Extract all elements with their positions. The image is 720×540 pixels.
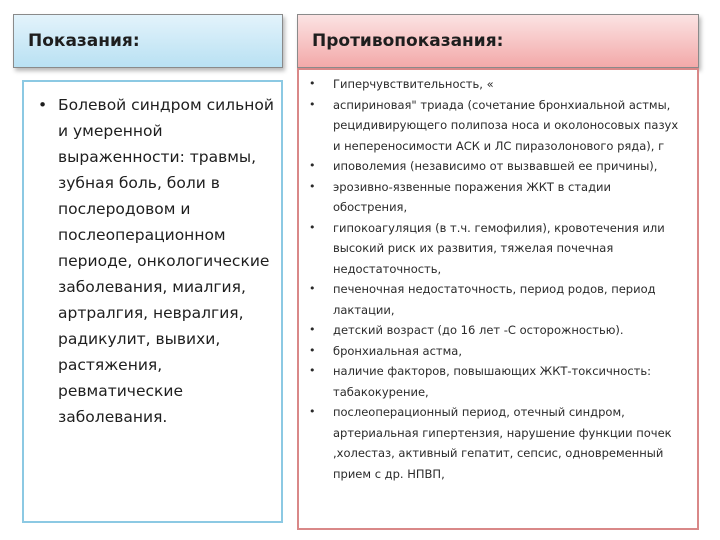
indications-box xyxy=(22,80,283,523)
contraindication-text: детский возраст (до 16 лет -С осторожностью). xyxy=(333,323,624,337)
contraindication-text: бронхиальная астма, xyxy=(333,343,462,358)
contraindication-item xyxy=(303,95,687,157)
contraindications-header xyxy=(297,14,699,68)
contraindications-title: Противопоказания: xyxy=(312,31,504,51)
indication-text: Болевой синдром сильной и умеренной выраженности: травмы, зубная боль, боли в послеродовом и послеоперационном периоде, онкологические заболевания, миалгия, артралгия, невралгия, радикулит, вывихи, растяжения, ревматические заболевания. xyxy=(58,96,274,426)
indication-item xyxy=(34,92,275,430)
bullet-icon: • xyxy=(309,220,316,234)
bullet-icon: • xyxy=(309,159,316,172)
contraindication-item xyxy=(303,74,687,95)
contraindication-text: послеоперационный период, отечный синдром, артериальная гипертензия, нарушение функции почек ,холестаз, активный гепатит, сепсис, одновременный прием с др. НПВП, xyxy=(333,405,672,481)
bullet-icon: • xyxy=(309,343,316,357)
contraindications-box xyxy=(297,68,699,530)
bullet-icon: • xyxy=(309,77,316,90)
contraindication-item xyxy=(303,218,687,280)
contraindication-item xyxy=(303,361,687,402)
contraindication-item xyxy=(303,320,687,341)
contraindication-text: аспириновая" триада (сочетание бронхиальной астмы, рецидивирующего полипоза носа и околоносовых пазух и непереносимости АСК и ЛС пиразолонового ряда), г xyxy=(333,97,679,153)
indications-title: Показания: xyxy=(28,31,140,51)
bullet-icon: • xyxy=(309,405,316,418)
contraindication-text: эрозивно-язвенные поражения ЖКТ в стадии обострения, xyxy=(333,179,611,214)
bullet-icon: • xyxy=(309,364,316,377)
contraindication-item xyxy=(303,279,687,320)
contraindication-item xyxy=(303,156,687,177)
bullet-icon: • xyxy=(309,179,316,193)
contraindication-text: печеночная недостаточность, период родов, период лактации, xyxy=(333,282,656,317)
bullet-icon: • xyxy=(309,97,316,111)
bullet-icon: • xyxy=(309,323,316,336)
contraindication-item xyxy=(303,402,687,484)
contraindication-item xyxy=(303,177,687,218)
indications-list xyxy=(34,92,275,430)
indications-header xyxy=(13,14,283,68)
bullet-icon: • xyxy=(38,96,48,114)
contraindication-text: Гиперчувствительность, « xyxy=(333,77,494,91)
contraindication-text: иповолемия (независимо от вызвавшей ее причины), xyxy=(333,159,658,173)
bullet-icon: • xyxy=(309,282,316,295)
contraindication-text: наличие факторов, повышающих ЖКТ-токсичность: табакокурение, xyxy=(333,364,652,399)
contraindication-item xyxy=(303,341,687,362)
contraindications-list xyxy=(303,74,687,484)
contraindication-text: гипокоагуляция (в т.ч. гемофилия), кровотечения или высокий риск их развития, тяжелая почечная недостаточность, xyxy=(333,220,665,276)
